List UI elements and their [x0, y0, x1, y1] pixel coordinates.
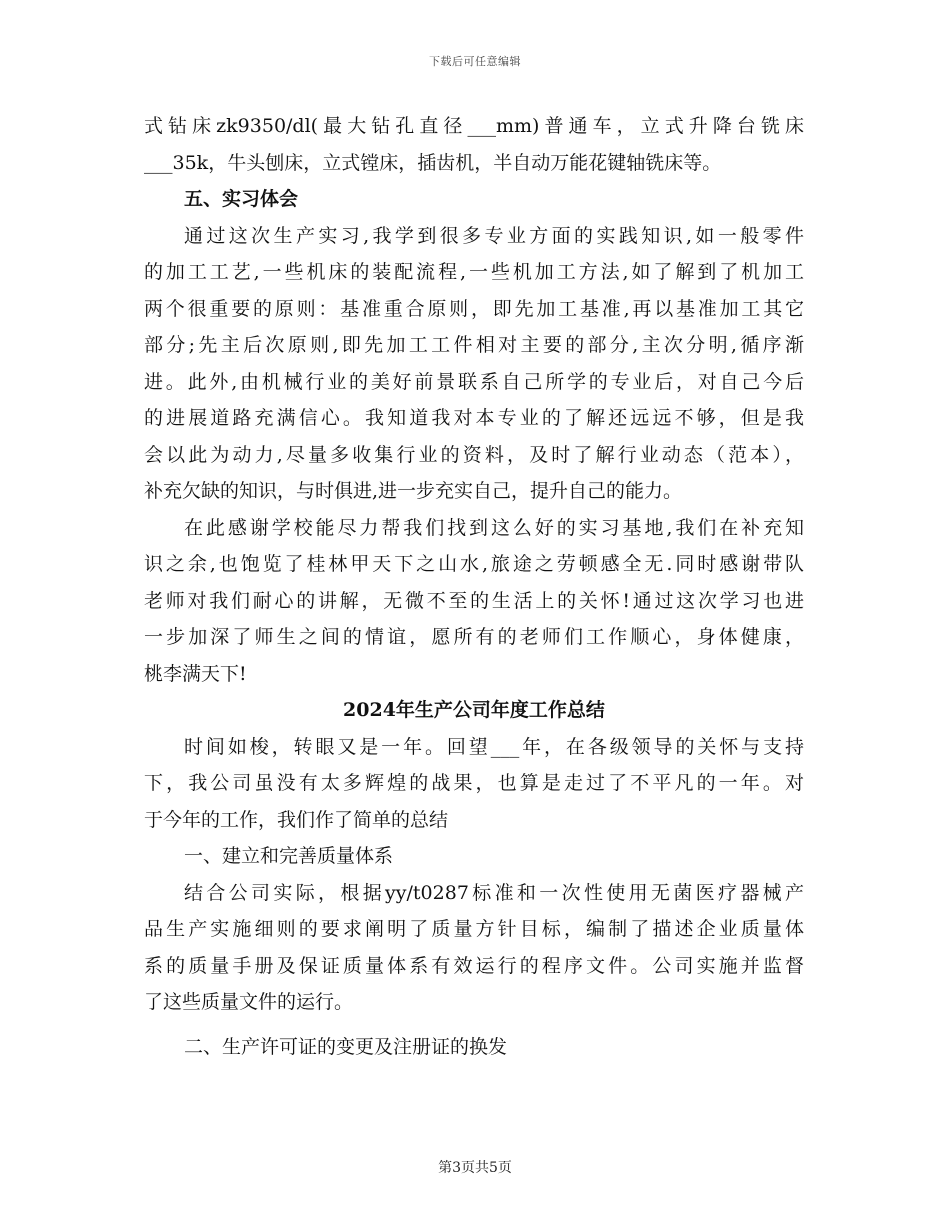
text-line: 通过这次生产实习,我学到很多专业方面的实践知识,如一般零件 — [184, 224, 804, 247]
text-line: 在此感谢学校能尽力帮我们找到这么好的实习基地,我们在补充知 — [184, 516, 804, 539]
section-heading: 二、生产许可证的变更及注册证的换发 — [184, 1035, 508, 1058]
text-line: 老师对我们耐心的讲解，无微不至的生活上的关怀!通过这次学习也进 — [144, 589, 804, 612]
text-line: 结合公司实际，根据yy/t0287标准和一次性使用无菌医疗器械产 — [184, 881, 804, 904]
text-line: 于今年的工作，我们作了简单的总结 — [144, 808, 449, 831]
text-line: 品生产实施细则的要求阐明了质量方针目标，编制了描述企业质量体 — [144, 918, 804, 940]
text-line: 部分;先主后次原则,即先加工工件相对主要的部分,主次分明,循序渐 — [144, 334, 804, 356]
text-line: 的加工工艺,一些机床的装配流程,一些机加工方法,如了解到了机加工 — [144, 261, 804, 283]
text-line: 桃李满天下! — [144, 662, 247, 685]
text-line: 式钻床zk9350/dl(最大钻孔直径___mm)普通车，立式升降台铣床 — [144, 115, 804, 137]
document-title: 2024年生产公司年度工作总结 — [343, 699, 605, 721]
text-line: 补充欠缺的知识，与时俱进,进一步充实自己，提升自己的能力。 — [144, 480, 683, 502]
section-heading: 五、实习体会 — [184, 188, 299, 210]
text-line: 一步加深了师生之间的情谊，愿所有的老师们工作顺心，身体健康， — [144, 626, 804, 648]
document-body — [144, 108, 804, 1065]
text-line: 进。此外,由机械行业的美好前景联系自己所学的专业后，对自己今后 — [144, 370, 804, 393]
text-line: 时间如梭，转眼又是一年。回望___年，在各级领导的关怀与支持 — [184, 735, 804, 758]
text-line: 两个很重要的原则：基准重合原则，即先加工基准,再以基准加工其它 — [144, 297, 804, 320]
page-header: 下载后可任意编辑 — [429, 55, 521, 68]
text-line: 系的质量手册及保证质量体系有效运行的程序文件。公司实施并监督 — [144, 954, 804, 977]
text-line: 会以此为动力,尽量多收集行业的资料，及时了解行业动态（范本）， — [144, 443, 804, 466]
text-line: 识之余,也饱览了桂林甲天下之山水,旅途之劳顿感全无.同时感谢带队 — [144, 553, 804, 575]
text-line: 的进展道路充满信心。我知道我对本专业的了解还远远不够，但是我 — [144, 407, 804, 429]
text-line: 了这些质量文件的运行。 — [144, 991, 354, 1013]
text-line: 下，我公司虽没有太多辉煌的战果，也算是走过了不平凡的一年。对 — [144, 772, 804, 794]
text-line: ___35k，牛头刨床，立式镗床，插齿机，半自动万能花键轴铣床等。 — [144, 151, 722, 174]
section-heading: 一、建立和完善质量体系 — [184, 845, 394, 867]
page-number: 第3页共5页 — [438, 1160, 512, 1176]
